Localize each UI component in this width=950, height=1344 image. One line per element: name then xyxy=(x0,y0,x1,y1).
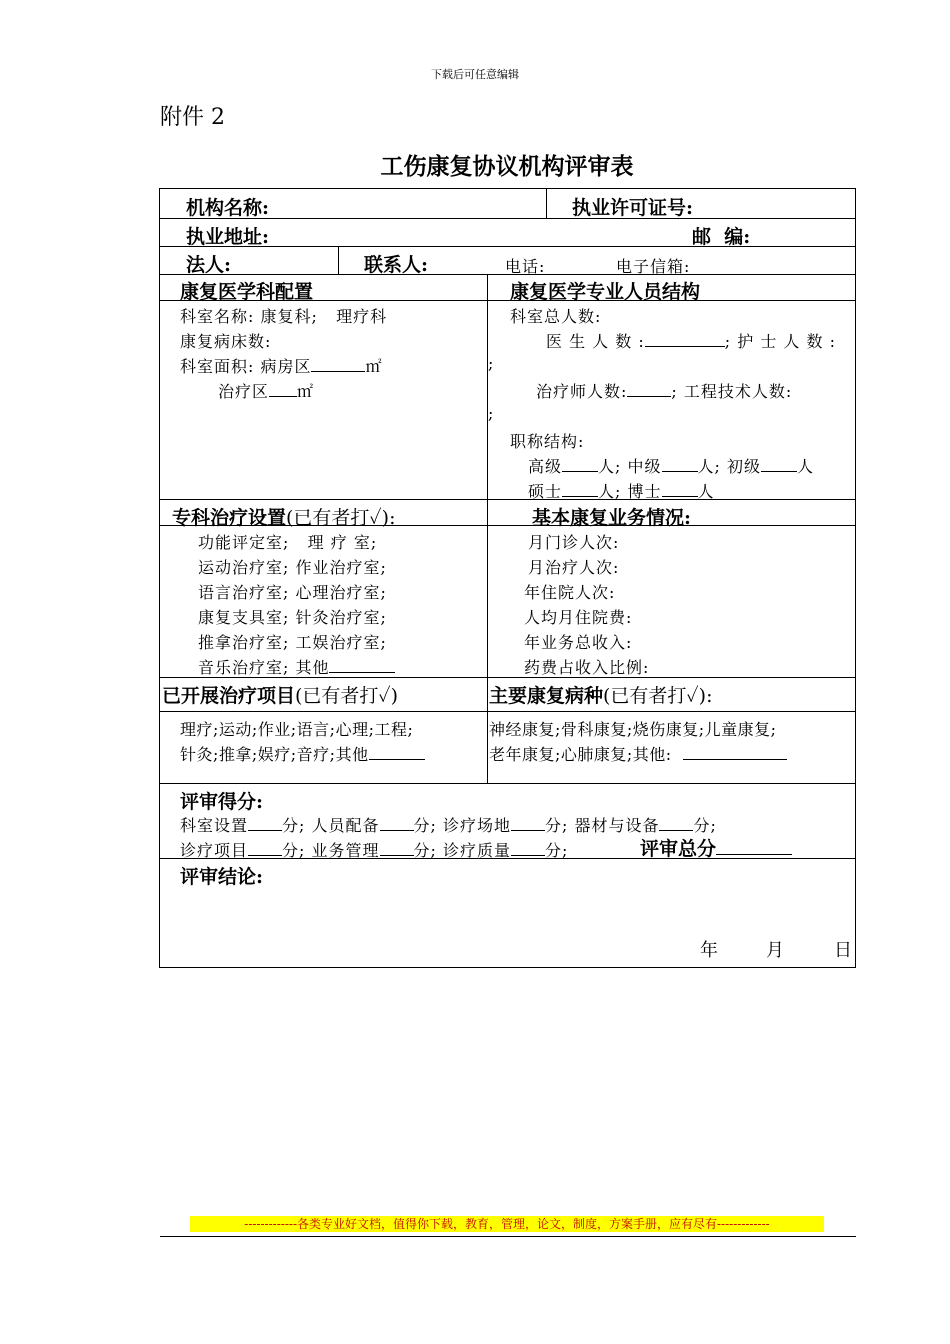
dept-name-line xyxy=(180,304,387,327)
degrees-line xyxy=(528,479,715,502)
score-management: 分; 业务管理 xyxy=(282,841,380,860)
business-drug-ratio: 药费占收入比例: xyxy=(524,658,650,677)
diseases-line-2-text: 老年康复;心肺康复;其他: xyxy=(489,745,672,764)
scores-line-2 xyxy=(180,838,568,861)
rehab-beds-label: 康复病床数: xyxy=(180,332,272,351)
score-line1-end: 分; xyxy=(693,816,717,835)
business-annual-revenue: 年业务总收入: xyxy=(524,633,633,652)
score-blank-2[interactable] xyxy=(380,816,414,831)
document-title: 工伤康复协议机构评审表 xyxy=(380,153,634,180)
person-unit-2: 人 xyxy=(697,482,715,501)
footer-banner: -------------各类专业好文档，值得你下载，教育，管理，论文，制度，方案手册，应有尽有------------- xyxy=(190,1216,824,1232)
score-dept-setup: 科室设置 xyxy=(180,816,249,835)
nurses-label: ; 护 士 人 数 : xyxy=(724,332,836,351)
diseases-line-2[interactable] xyxy=(489,742,787,765)
score-blank-3[interactable] xyxy=(511,816,545,831)
projects-line-1[interactable]: 理疗;运动;作业;语言;心理;工程; xyxy=(180,720,414,739)
diseases-other-blank[interactable] xyxy=(683,745,787,760)
email-label: 电子信箱: xyxy=(616,257,691,276)
specialty-item-2[interactable]: 运动治疗室; 作业治疗室; xyxy=(198,558,387,577)
diseases-heading-text: 主要康复病种 xyxy=(489,685,604,707)
specialty-item-4[interactable]: 康复支具室; 针灸治疗室; xyxy=(198,608,387,627)
projects-heading xyxy=(162,681,398,708)
specialty-heading-note: (已有者打✓): xyxy=(286,507,396,529)
projects-line-2[interactable] xyxy=(180,742,425,765)
projects-heading-text: 已开展治疗项目 xyxy=(162,685,296,707)
address-label: 执业地址: xyxy=(186,226,270,248)
therapists-line xyxy=(536,379,792,402)
semicolon-2: ; xyxy=(488,404,495,423)
diseases-heading xyxy=(489,681,713,708)
therapists-blank[interactable] xyxy=(627,382,671,397)
total-score-blank[interactable] xyxy=(716,840,792,855)
master-label: 硕士 xyxy=(528,482,563,501)
senior-label: 高级 xyxy=(528,457,563,476)
projects-line-2-text: 针灸;推拿;娱疗;音疗;其他 xyxy=(180,745,369,764)
scores-line-1 xyxy=(180,813,717,836)
doctors-blank[interactable] xyxy=(645,332,725,347)
license-number-label: 执业许可证号: xyxy=(572,197,694,219)
score-blank-6[interactable] xyxy=(380,841,414,856)
area-treatment-blank[interactable] xyxy=(269,382,297,397)
attachment-label: 附件 2 xyxy=(160,105,225,130)
doctors-label: 医 生 人 数 : xyxy=(546,332,645,351)
phone-label: 电话: xyxy=(505,257,546,276)
person-unit: 人 xyxy=(796,457,814,476)
total-staff-label: 科室总人数: xyxy=(510,307,602,326)
date-year: 年 xyxy=(700,940,718,961)
specialty-item-3[interactable]: 语言治疗室; 心理治疗室; xyxy=(198,583,387,602)
diseases-heading-note: (已有者打✓): xyxy=(603,685,713,707)
specialty-item-5[interactable]: 推拿治疗室; 工娱治疗室; xyxy=(198,633,387,652)
projects-other-blank[interactable] xyxy=(369,745,425,760)
physio-dept: 理疗科 xyxy=(336,307,388,326)
total-score-label: 评审总分 xyxy=(640,838,717,860)
score-projects: 诊疗项目 xyxy=(180,841,249,860)
dept-config-heading: 康复医学科配置 xyxy=(180,281,314,303)
area-ward-label: 科室面积: 病房区 xyxy=(180,357,312,376)
score-staffing: 分; 人员配备 xyxy=(282,816,380,835)
semicolon-1: ; xyxy=(488,354,495,373)
area-ward-blank[interactable] xyxy=(311,357,365,372)
titles-line xyxy=(528,454,814,477)
titles-label: 职称结构: xyxy=(510,432,585,451)
projects-heading-note: (已有者打✓) xyxy=(295,685,399,707)
score-line2-end: 分; xyxy=(544,841,569,860)
specialty-item-6-text: 音乐治疗室; 其他 xyxy=(198,658,330,677)
area-ward-line xyxy=(180,354,383,377)
master-blank[interactable] xyxy=(562,482,598,497)
score-blank-1[interactable] xyxy=(248,816,282,831)
mid-blank[interactable] xyxy=(662,457,698,472)
diseases-line-1[interactable]: 神经康复;骨科康复;烧伤康复;儿童康复; xyxy=(489,720,777,739)
business-avg-inpatient-fee: 人均月住院费: xyxy=(524,608,633,627)
therapists-label: 治疗师人数: xyxy=(536,382,628,401)
specialty-heading-text: 专科治疗设置 xyxy=(172,507,287,529)
junior-label: 人; 初级 xyxy=(697,457,761,476)
area-treatment-label: 治疗区 xyxy=(218,382,270,401)
tech-staff-label: ; 工程技术人数: xyxy=(671,382,793,401)
conclusion-heading: 评审结论: xyxy=(180,866,264,888)
business-heading: 基本康复业务情况: xyxy=(532,507,692,529)
scores-heading: 评审得分: xyxy=(180,791,264,813)
mid-label: 人; 中级 xyxy=(598,457,662,476)
specialty-item-1[interactable]: 功能评定室; 理 疗 室; xyxy=(198,533,378,552)
dept-name-prefix: 科室名称: 康复科; xyxy=(180,307,318,326)
specialty-item-6[interactable] xyxy=(198,655,395,678)
senior-blank[interactable] xyxy=(562,457,598,472)
area-treatment-line xyxy=(218,379,314,402)
postcode-label: 邮 编: xyxy=(692,226,751,248)
date-day: 日 xyxy=(834,940,852,961)
business-annual-inpatient: 年住院人次: xyxy=(524,583,616,602)
total-score xyxy=(640,834,792,861)
area-ward-unit: ㎡ xyxy=(365,357,383,376)
specialty-heading xyxy=(172,503,396,530)
area-treatment-unit: ㎡ xyxy=(297,382,315,401)
phd-label: 人; 博士 xyxy=(598,482,662,501)
staff-structure-heading: 康复医学专业人员结构 xyxy=(510,281,701,303)
legal-person-label: 法人: xyxy=(186,254,232,276)
business-monthly-outpatient: 月门诊人次: xyxy=(528,533,620,552)
doctors-line xyxy=(546,329,836,352)
date-month: 月 xyxy=(766,940,784,961)
header-note: 下载后可任意编辑 xyxy=(431,68,519,81)
phd-blank[interactable] xyxy=(662,482,698,497)
org-name-label: 机构名称: xyxy=(186,197,270,219)
score-blank-5[interactable] xyxy=(248,841,282,856)
business-monthly-treatment: 月治疗人次: xyxy=(528,558,620,577)
score-blank-4[interactable] xyxy=(659,816,693,831)
score-venue: 分; 诊疗场地 xyxy=(413,816,511,835)
footer-rule xyxy=(160,1236,856,1237)
score-blank-7[interactable] xyxy=(511,841,545,856)
contact-person-label: 联系人: xyxy=(364,254,429,276)
score-quality: 分; 诊疗质量 xyxy=(413,841,511,860)
specialty-other-blank[interactable] xyxy=(329,658,395,673)
score-equipment: 分; 器材与设备 xyxy=(544,816,660,835)
junior-blank[interactable] xyxy=(761,457,797,472)
